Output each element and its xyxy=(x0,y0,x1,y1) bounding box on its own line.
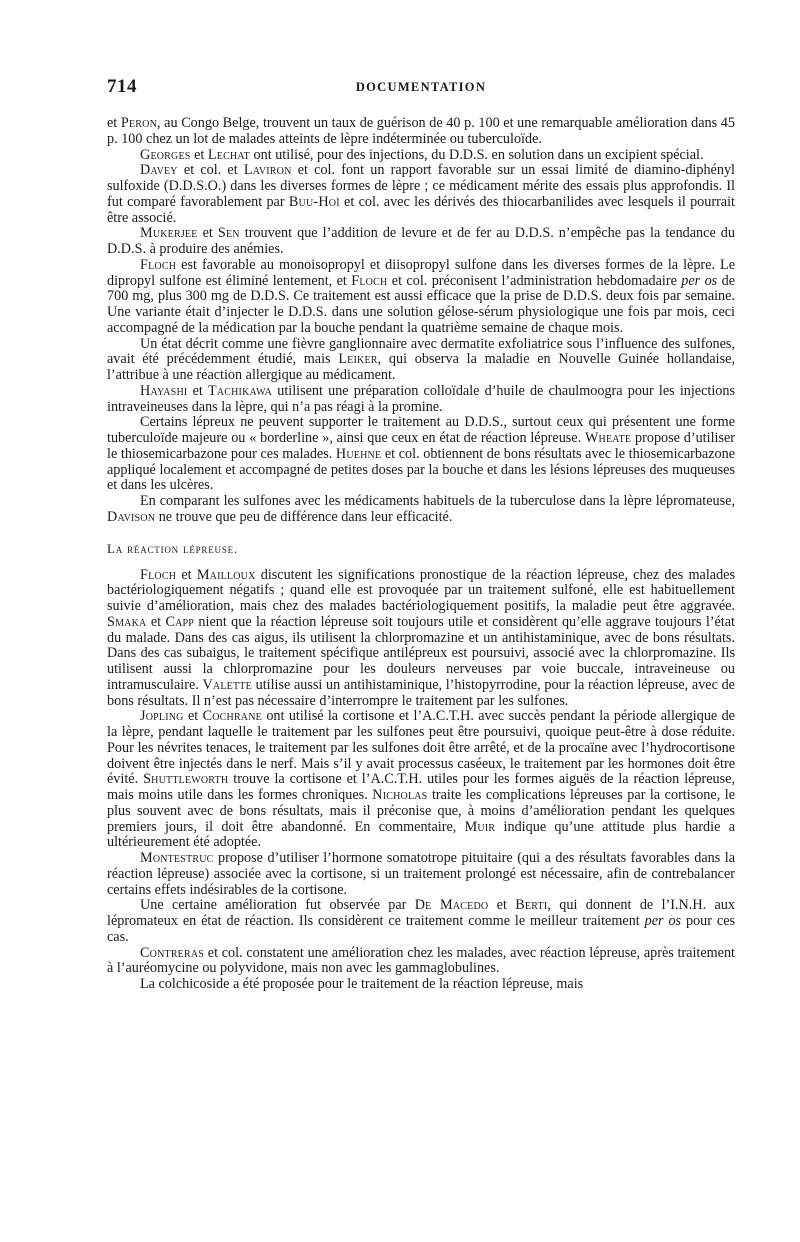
author-name: Buu-Hoï xyxy=(288,193,340,210)
text-run: , au Congo Belge, trouvent un taux de guérison de 40 p. 100 et une remarquable amélioration dans 45 p. 100 chez un lot de malades atteints de lèpre indéterminée ou tuberculoïde. xyxy=(107,115,735,147)
author-name: Huehne xyxy=(335,445,382,462)
text-run: est favorable au monoisopropyl et diisopropyl sulfone dans les diverses formes de la lèpre. Le dipropyl sulfone est éliminé lentement, et xyxy=(107,256,735,289)
author-name: Berti xyxy=(515,897,548,914)
author-name: Muir xyxy=(464,818,496,835)
document-page xyxy=(107,76,735,993)
text-run: discutent les significations pronostique de la réaction lépreuse, chez des malades bactériologiquement négatifs ; quand elle est provoquée par un traitement sulfoné, elle est habituellement suivie d’amélioration, mais chez des malades bactériologiquement positifs, la maladie peut être aggravée. xyxy=(107,566,735,614)
paragraph xyxy=(107,568,735,710)
paragraph xyxy=(107,226,735,258)
author-name: Mukerjee xyxy=(140,225,198,242)
text-run: et xyxy=(488,897,516,914)
text-run: et xyxy=(190,146,208,163)
author-name: Valette xyxy=(202,676,252,693)
author-name: Cochrane xyxy=(202,708,262,725)
page-header xyxy=(107,76,735,100)
text-run: trouve la cortisone et l’A.C.T.H. utiles pour les formes aiguës de la réaction lépreuse, mais moins utile dans les formes chroniques. xyxy=(107,771,736,803)
author-name: Jopling xyxy=(140,708,184,725)
text-run: ont utilisé la cortisone et l’A.C.T.H. avec succès pendant la période allergique de la lèpre, pendant laquelle le traitement par les sulfones peut être poursuivi, quoique peut-être à dose réduite. Pour les névrites tenaces, le traitement par les sulfones doit être arrêté, et de la procaïne avec l’hydrocortisone doivent être injectés dans le nerf. Mais s’il y avait processus caséeux, le traitement par les hormones doit être évité. xyxy=(107,708,735,788)
text-run: Certains lépreux ne peuvent supporter le traitement au D.D.S., surtout ceux qui présentent une forme tuberculoïde majeure ou « borderline », ainsi que ceux en état de réaction lépreuse. xyxy=(107,414,735,446)
author-name: Davison xyxy=(107,508,156,525)
text-run: propose d’utiliser l’hormone somatotrope pituitaire (qui a des résultats favorables dans la réaction lépreuse) associée avec la cortisone, si un traitement prolongé est nécessaire, afin de contrebalancer certains effets indésirables de la cortisone. xyxy=(107,850,735,898)
italic-term: per os xyxy=(644,913,682,929)
author-name: Mailloux xyxy=(196,566,256,583)
body-text xyxy=(107,116,735,993)
text-run: indique qu’une attitude plus hardie a ultérieurement été adoptée. xyxy=(107,818,735,851)
text-run: et col. constatent une amélioration chez les malades, avec réaction lépreuse, après traitement à l’auréomycine ou polyvidone, mais non avec les gammaglobulines. xyxy=(107,944,735,977)
paragraph xyxy=(107,384,735,416)
section-heading: La réaction lépreuse. xyxy=(107,540,238,556)
author-name: Floch xyxy=(351,272,388,289)
text-run: , qui donnent de l’I.N.H. aux lépromateux en état de réaction. Ils considèrent ce traitement comme le meilleur traitement xyxy=(107,897,735,929)
author-name: Sen xyxy=(217,225,240,242)
paragraph xyxy=(107,494,735,526)
paragraph xyxy=(107,116,735,148)
italic-term: per os xyxy=(681,272,718,289)
text-run: et xyxy=(183,708,203,725)
text-run: et xyxy=(187,382,208,399)
running-head: DOCUMENTATION xyxy=(355,80,487,94)
author-name: Georges xyxy=(140,146,191,163)
paragraph xyxy=(107,946,735,978)
text-run: de 700 mg, plus 300 mg de D.D.S. Ce traitement est aussi efficace que la prise de D.D.S. deux fois par semaine. Une variante était d’injecter le D.D.S. dans une solution gélose-sérum physiologique une fois par mois, ceci accompagné de la médication par la bouche pendant la quatrième semaine de chaque mois. xyxy=(107,272,736,336)
author-name: Nicholas xyxy=(372,787,428,803)
author-name: Shuttleworth xyxy=(143,771,229,788)
paragraph xyxy=(107,977,735,993)
paragraph xyxy=(107,709,735,851)
text-run: et xyxy=(197,225,218,242)
paragraph xyxy=(107,415,735,494)
text-run: En comparant les sulfones avec les médicaments habituels de la tuberculose dans la lèpre lépromateuse, xyxy=(140,493,735,509)
text-run: et xyxy=(176,566,197,583)
text-run: Une certaine amélioration fut observée par xyxy=(140,897,415,914)
author-name: Tachikawa xyxy=(207,382,273,399)
text-run: ne trouve que peu de différence dans leur efficacité. xyxy=(155,508,453,525)
author-name: Lechat xyxy=(207,146,250,163)
text-run: utilisent une préparation colloïdale d’huile de chaulmoogra pour les injections intraveineuses dans la lèpre, qui n’a pas réagi à la promine. xyxy=(107,382,735,415)
author-name: Floch xyxy=(140,566,177,583)
paragraph xyxy=(107,148,735,164)
text-run: traite les complications lépreuses par la cortisone, le plus souvent avec de bons résultats, mais il préconise que, à moins d’amélioration pendant les quelques premiers jours, il doit être abandonné. En commentaire, xyxy=(107,787,735,835)
text-run: pour ces cas. xyxy=(107,913,736,945)
text-run: et col. préconisent l’administration hebdomadaire xyxy=(387,272,682,289)
author-name: Montestruc xyxy=(140,850,214,866)
author-name: De Macedo xyxy=(414,897,489,914)
paragraph xyxy=(107,337,735,384)
text-run: et xyxy=(107,115,121,131)
author-name: Contreras xyxy=(140,944,205,961)
paragraph xyxy=(107,163,735,226)
text-run: nient que la réaction lépreuse soit toujours utile et considèrent qu’elle aggrave toujours l’état du malade. Dans des cas aigus, ils utilisent la chlorpromazine et un antihistaminique, avec de bons résultats. Dans des cas subaigus, le traitement spécifique antilépreux est poursuivi, associé avec la chlorpromazine. Ils utilisent aussi la chlorpromazine pour les douleurs nerveuses par voie buccale, intraveineuse ou intramusculaire. xyxy=(107,613,735,693)
text-run: et col. font un rapport favorable sur un essai limité de diamino-diphényl sulfoxide (D.D.S.O.) dans les diverses formes de lèpre ; ce médicament mérite des essais plus approfondis. Il fut comparé favorablement par xyxy=(107,162,735,210)
author-name: Leiker xyxy=(338,351,378,368)
text-run: utilise aussi un antihistaminique, l’histopyrrodine, pour la réaction lépreuse, avec de bons résultats. Il n’est pas nécessaire d’interrompre le traitement par les sulfones. xyxy=(107,676,735,709)
text-run: et col. obtiennent de bons résultats avec le thiosemicarbazone appliqué localement et accompagné de petites doses par la bouche et dans les lésions lépreuses des muqueuses et dans les ulcères. xyxy=(107,445,736,494)
text-run: propose d’utiliser le thiosemicarbazone pour ces malades. xyxy=(107,430,735,462)
author-name: Capp xyxy=(165,613,195,630)
text-run: trouvent que l’addition de levure et de fer au D.D.S. n’empêche pas la tendance du D.D.S. à produire des anémies. xyxy=(107,225,735,257)
text-run: ont utilisé, pour des injections, du D.D.S. en solution dans un excipient spécial. xyxy=(249,146,704,163)
author-name: Smaka xyxy=(107,613,147,630)
author-name: Hayashi xyxy=(140,382,188,399)
author-name: Peron xyxy=(120,115,157,131)
text-run: et xyxy=(146,613,166,630)
paragraphs-after-section xyxy=(107,568,735,993)
text-run: Un état décrit comme une fièvre ganglionnaire avec dermatite exfoliatrice sous l’influence des sulfones, avait été précédemment étudié, mais xyxy=(107,335,735,368)
author-name: Wheate xyxy=(584,430,632,446)
author-name: Floch xyxy=(140,256,177,273)
paragraph xyxy=(107,258,735,337)
paragraph xyxy=(107,898,735,945)
text-run: , qui observa la maladie en Nouvelle Guinée hollandaise, l’attribue à une réaction allergique au médicament. xyxy=(107,351,735,383)
author-name: Davey xyxy=(140,162,178,179)
text-run: et col. avec les dérivés des thiocarbanilides avec lesquels il pourrait être associé. xyxy=(107,193,735,226)
paragraph xyxy=(107,851,735,898)
page-number: 714 xyxy=(107,76,137,97)
paragraphs-before-section xyxy=(107,116,735,526)
text-run: La colchicoside a été proposée pour le traitement de la réaction lépreuse, mais xyxy=(140,976,584,992)
author-name: Laviron xyxy=(243,162,292,179)
text-run: et col. et xyxy=(177,162,244,179)
